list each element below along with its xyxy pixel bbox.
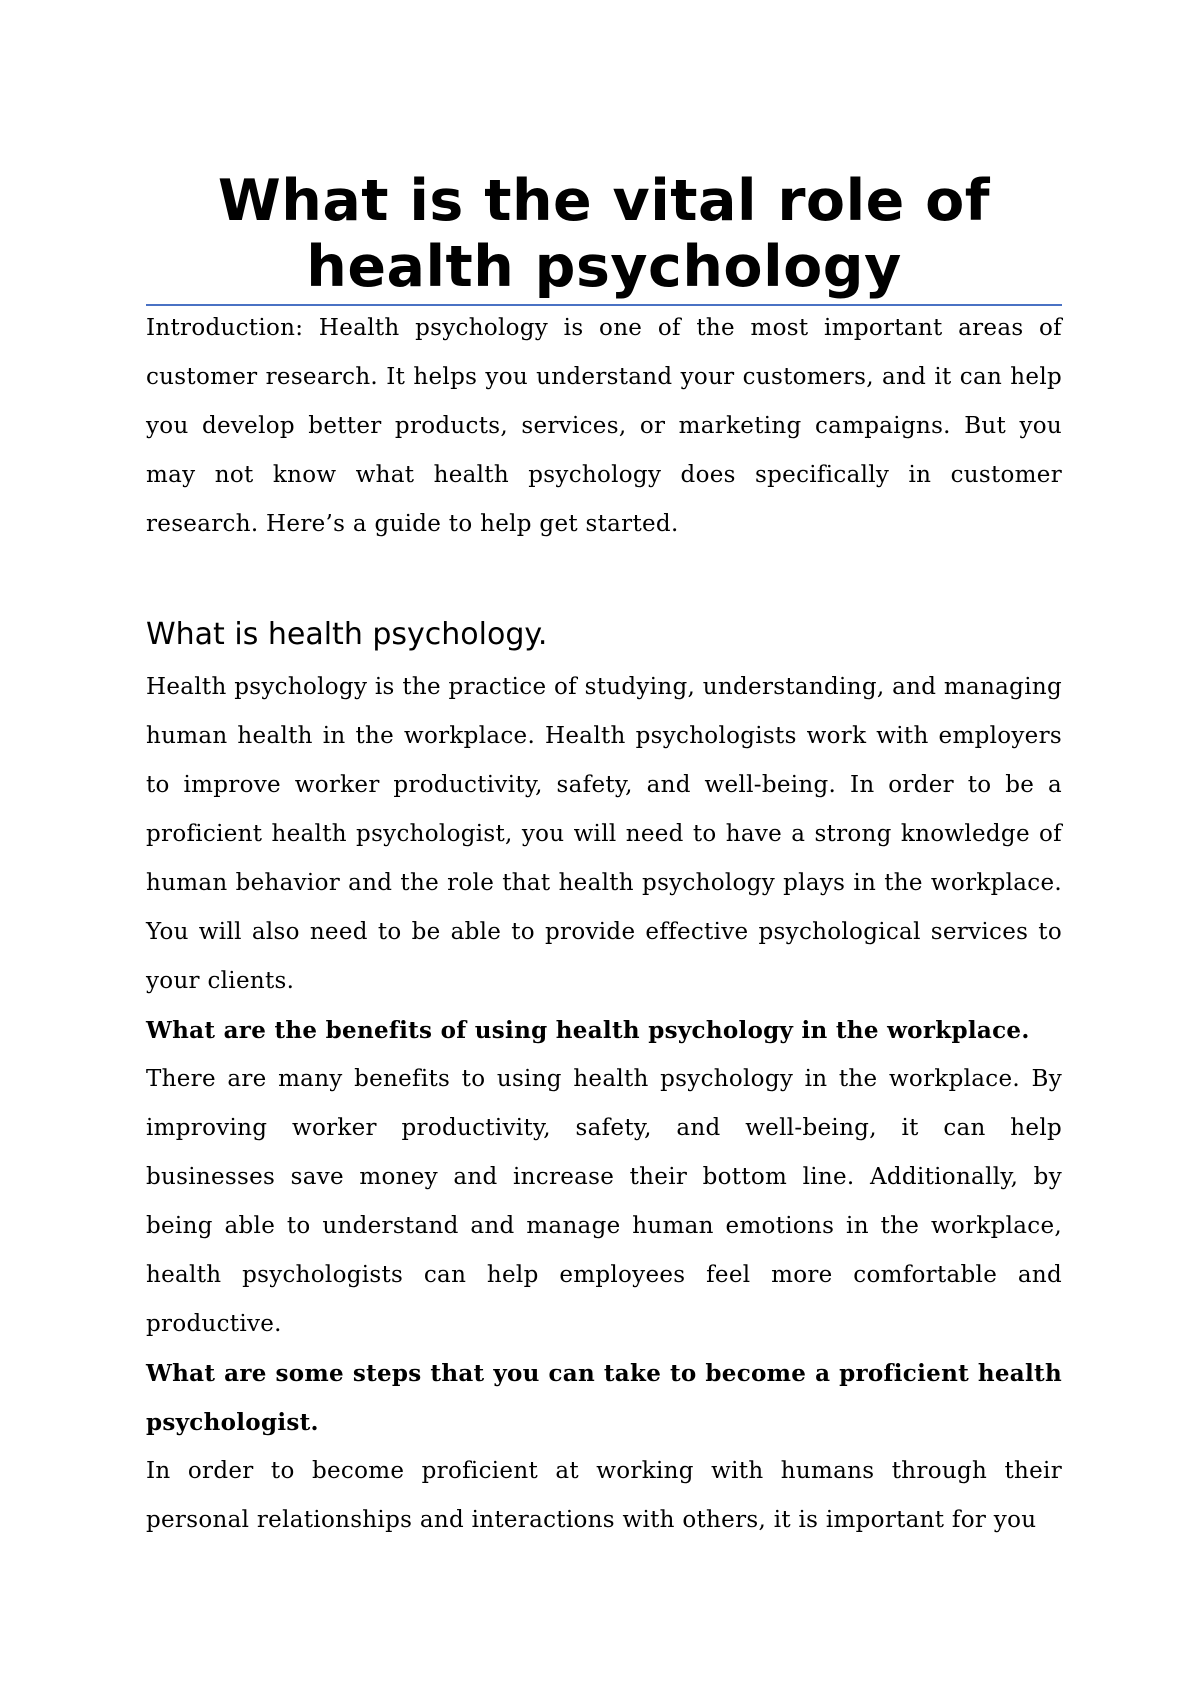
section-body-benefits: There are many benefits to using health psychology in the workplace. By improving worker productivity, safety, and well-being, it can help businesses save money and increase their bottom line. Additionally, by being able to understand and manage human emotions in the workplace, health psychologists can help employees feel more comfortable and productive.	[146, 1066, 1062, 1337]
document-title: What is the vital role of health psychology	[217, 168, 991, 300]
intro-paragraph: Introduction: Health psychology is one of the most important areas of customer research. It helps you understand your customers, and it can help you develop better products, services, or marketing campaigns. But you may not know what health psychology does specifically in customer research. Here’s a guide to help get started.	[146, 315, 1062, 537]
section-heading-steps: What are some steps that you can take to become a proficient health psychologist.	[146, 1360, 1062, 1436]
document-page	[146, 0, 1062, 1545]
section-heading-benefits: What are the benefits of using health psychology in the workplace.	[146, 1017, 1030, 1044]
section-heading-what-is: What is health psychology.	[146, 617, 548, 652]
section-body-steps: In order to become proficient at working with humans through their personal relationships and interactions with others, it is important for you	[146, 1458, 1062, 1533]
section-body-what-is: Health psychology is the practice of studying, understanding, and managing human health in the workplace. Health psychologists work with employers to improve worker productivity, safety, and well-being. In order to be a proficient health psychologist, you will need to have a strong knowledge of human behavior and the role that health psychology plays in the workplace. You will also need to be able to provide effective psychological services to your clients.	[146, 674, 1062, 994]
